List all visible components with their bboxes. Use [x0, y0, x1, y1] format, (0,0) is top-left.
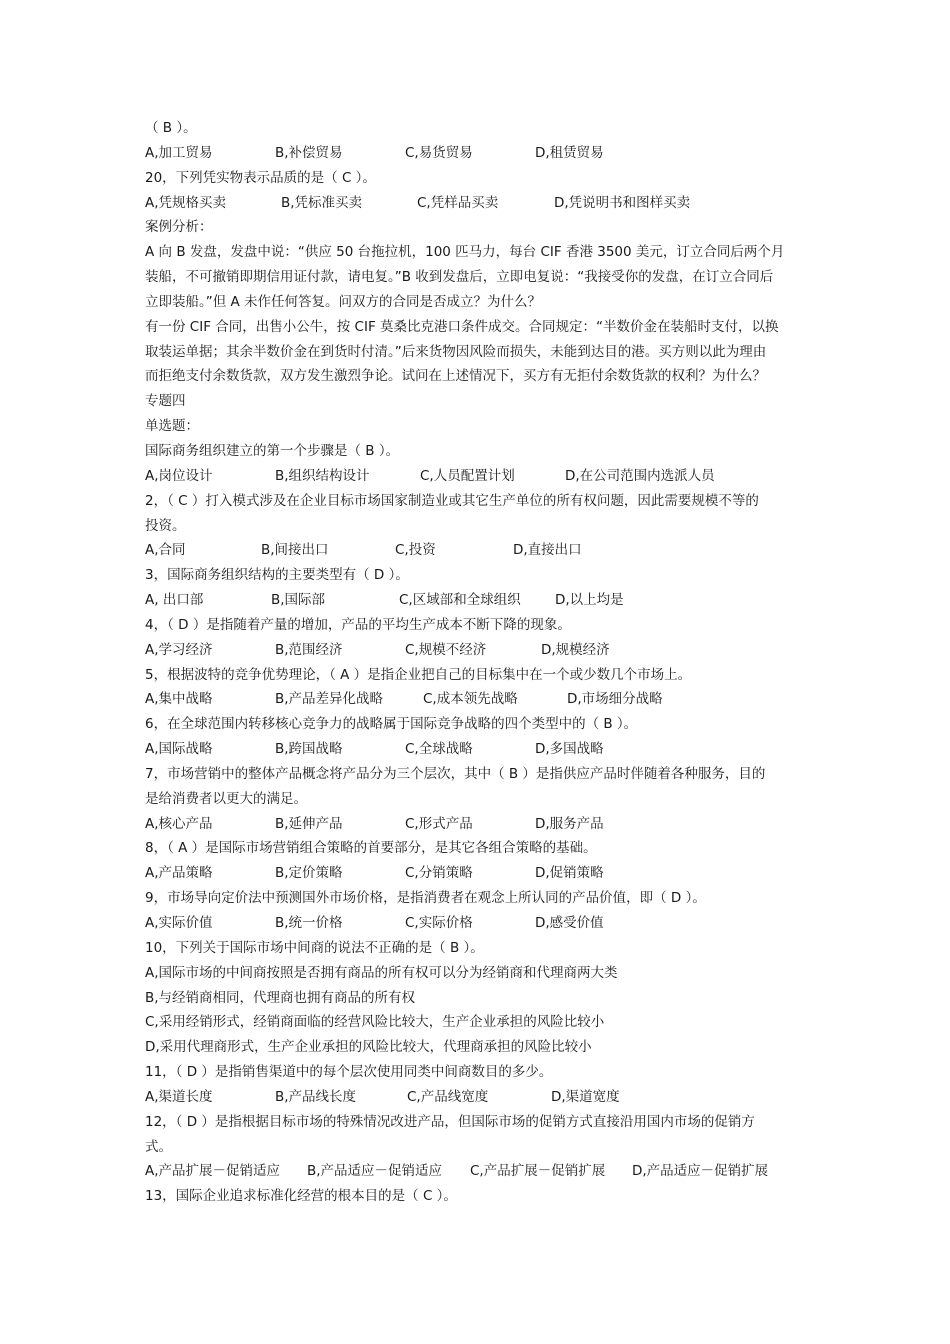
answer-option: B,统一价格 [275, 915, 343, 931]
text-line: 是给消费者以更大的满足。 [145, 790, 307, 807]
text-line: B,与经销商相同，代理商也拥有商品的所有权 [145, 989, 416, 1006]
answer-option: A,产品策略 [145, 865, 213, 882]
options-row [145, 588, 815, 613]
options-row [145, 638, 815, 663]
text-line: 9，市场导向定价法中预测国外市场价格，是指消费者在观念上所认同的产品价值，即（ D ）。 [145, 890, 706, 907]
text-line: 取装运单据；其余半数价金在到货时付清。”后来货物因风险而损失，未能到达目的港。买方则以此为理由 [145, 343, 767, 360]
text-line: 4，（ D ）是指随着产量的增加，产品的平均生产成本不断下降的现象。 [145, 616, 571, 633]
answer-option: D,租赁贸易 [535, 144, 604, 161]
text-line: （ B ）。 [145, 120, 197, 136]
options-row [145, 191, 815, 216]
options-row [145, 737, 815, 762]
document-body [145, 116, 815, 1209]
answer-option: B,间接出口 [261, 542, 329, 559]
options-row [145, 1085, 815, 1110]
options-row [145, 1159, 815, 1184]
text-line: 立即装船。”但 A 未作任何答复。问双方的合同是否成立？为什么？ [145, 293, 542, 310]
text-line: 8，（ A ）是国际市场营销组合策略的首要部分，是其它各组合策略的基础。 [145, 840, 597, 857]
text-line: C,采用经销形式，经销商面临的经营风险比较大，生产企业承担的风险比较小 [145, 1014, 605, 1031]
answer-option: C,区域部和全球组织 [399, 592, 521, 609]
answer-option: C,全球战略 [405, 741, 473, 758]
text-line: 单选题： [145, 418, 199, 435]
answer-option: D,多国战略 [535, 741, 604, 758]
answer-option: A,渠道长度 [145, 1088, 213, 1105]
answer-option: C,成本领先战略 [423, 691, 518, 708]
text-line: 20，下列凭实物表示品质的是（ C ）。 [145, 169, 376, 186]
answer-option: B,定价策略 [275, 865, 343, 882]
options-row [145, 464, 815, 489]
text-line: 3，国际商务组织结构的主要类型有（ D ）。 [145, 567, 409, 584]
answer-option: D,以上均是 [555, 592, 624, 609]
answer-option: A,国际战略 [145, 741, 213, 758]
options-row [145, 911, 815, 936]
answer-option: B,跨国战略 [275, 741, 343, 758]
text-line: A 向 B 发盘，发盘中说：“供应 50 台拖拉机，100 匹马力，每台 CIF 香港 3500 美元，订立合同后两个月 [145, 244, 785, 261]
text-line: 专题四 [145, 393, 186, 410]
answer-option: A,凭规格买卖 [145, 194, 227, 211]
answer-option: B,国际部 [271, 592, 326, 609]
answer-option: A,产品扩展－促销适应 [145, 1163, 281, 1180]
answer-option: B,组织结构设计 [275, 467, 370, 484]
options-row [145, 687, 815, 712]
answer-option: A,合同 [145, 542, 186, 559]
text-line: 装船，不可撤销即期信用证付款，请电复。”B 收到发盘后，立即电复说：“我接受你的发盘，在订立合同后 [145, 269, 774, 286]
answer-option: C,规模不经济 [405, 641, 487, 658]
answer-option: D,在公司范围内选派人员 [565, 467, 715, 484]
options-row [145, 861, 815, 886]
answer-option: A,岗位设计 [145, 467, 213, 484]
options-row [145, 141, 815, 166]
answer-option: D,服务产品 [535, 815, 604, 832]
text-line: 投资。 [145, 517, 186, 534]
answer-option: B,产品线长度 [275, 1088, 357, 1105]
options-row [145, 812, 815, 837]
answer-option: A,核心产品 [145, 815, 213, 832]
text-line: 式。 [145, 1138, 172, 1155]
answer-option: D,凭说明书和图样买卖 [554, 194, 691, 211]
answer-option: D,规模经济 [541, 641, 610, 658]
answer-option: C,产品线宽度 [407, 1088, 489, 1105]
answer-option: C,产品扩展－促销扩展 [470, 1163, 606, 1180]
answer-option: A,加工贸易 [145, 144, 213, 161]
text-line: 而拒绝支付余数货款，双方发生激烈争论。试问在上述情况下，买方有无拒付余数货款的权利？为什么？ [145, 368, 766, 385]
text-line: 11，（ D ）是指销售渠道中的每个层次使用同类中间商数目的多少。 [145, 1064, 553, 1081]
answer-option: C,形式产品 [405, 815, 473, 832]
text-line: 案例分析： [145, 219, 213, 236]
answer-option: D,促销策略 [535, 865, 604, 882]
answer-option: C,人员配置计划 [420, 467, 515, 484]
text-line: 5，根据波特的竞争优势理论，（ A ）是指企业把自己的目标集中在一个或少数几个市场上。 [145, 666, 692, 683]
answer-option: D,市场细分战略 [567, 691, 663, 708]
answer-option: B,延伸产品 [275, 815, 343, 832]
text-line: 12，（ D ）是指根据目标市场的特殊情况改进产品，但国际市场的促销方式直接沿用国内市场的促销方 [145, 1113, 755, 1130]
answer-option: B,范围经济 [275, 641, 343, 658]
text-line: 有一份 CIF 合同，出售小公牛，按 CIF 莫桑比克港口条件成交。合同规定：“半数价金在装船时支付，以换 [145, 318, 779, 335]
answer-option: C,凭样品买卖 [417, 194, 499, 211]
text-line: 13，国际企业追求标准化经营的根本目的是（ C ）。 [145, 1188, 457, 1205]
text-line: A,国际市场的中间商按照是否拥有商品的所有权可以分为经销商和代理商两大类 [145, 964, 618, 981]
text-line: 6，在全球范围内转移核心竞争力的战略属于国际竞争战略的四个类型中的（ B ）。 [145, 716, 638, 733]
answer-option: B,产品适应－促销适应 [307, 1163, 443, 1180]
answer-option: C,易货贸易 [405, 144, 473, 161]
answer-option: C,实际价格 [405, 915, 473, 931]
text-line: 2，（ C ）打入模式涉及在企业目标市场国家制造业或其它生产单位的所有权问题，因此需要规模不等的 [145, 492, 759, 509]
answer-option: D,感受价值 [535, 915, 604, 931]
text-line: 国际商务组织建立的第一个步骤是（ B ）。 [145, 442, 400, 459]
answer-option: A,集中战略 [145, 691, 213, 708]
text-line: 7，市场营销中的整体产品概念将产品分为三个层次，其中（ B ）是指供应产品时伴随着各种服务，目的 [145, 765, 766, 782]
answer-option: C,投资 [395, 542, 436, 559]
answer-option: A,实际价值 [145, 915, 213, 931]
answer-option: D,直接出口 [513, 542, 582, 559]
answer-option: A, 出口部 [145, 592, 204, 609]
options-row [145, 538, 815, 563]
answer-option: D,产品适应－促销扩展 [632, 1163, 769, 1180]
answer-option: B,产品差异化战略 [275, 691, 384, 708]
answer-option: D,渠道宽度 [551, 1088, 620, 1105]
text-line: D,采用代理商形式，生产企业承担的风险比较大，代理商承担的风险比较小 [145, 1039, 592, 1056]
answer-option: B,凭标准买卖 [281, 194, 363, 211]
answer-option: B,补偿贸易 [275, 144, 343, 161]
answer-option: C,分销策略 [405, 865, 473, 882]
text-line: 10，下列关于国际市场中间商的说法不正确的是（ B ）。 [145, 939, 484, 956]
answer-option: A,学习经济 [145, 641, 213, 658]
